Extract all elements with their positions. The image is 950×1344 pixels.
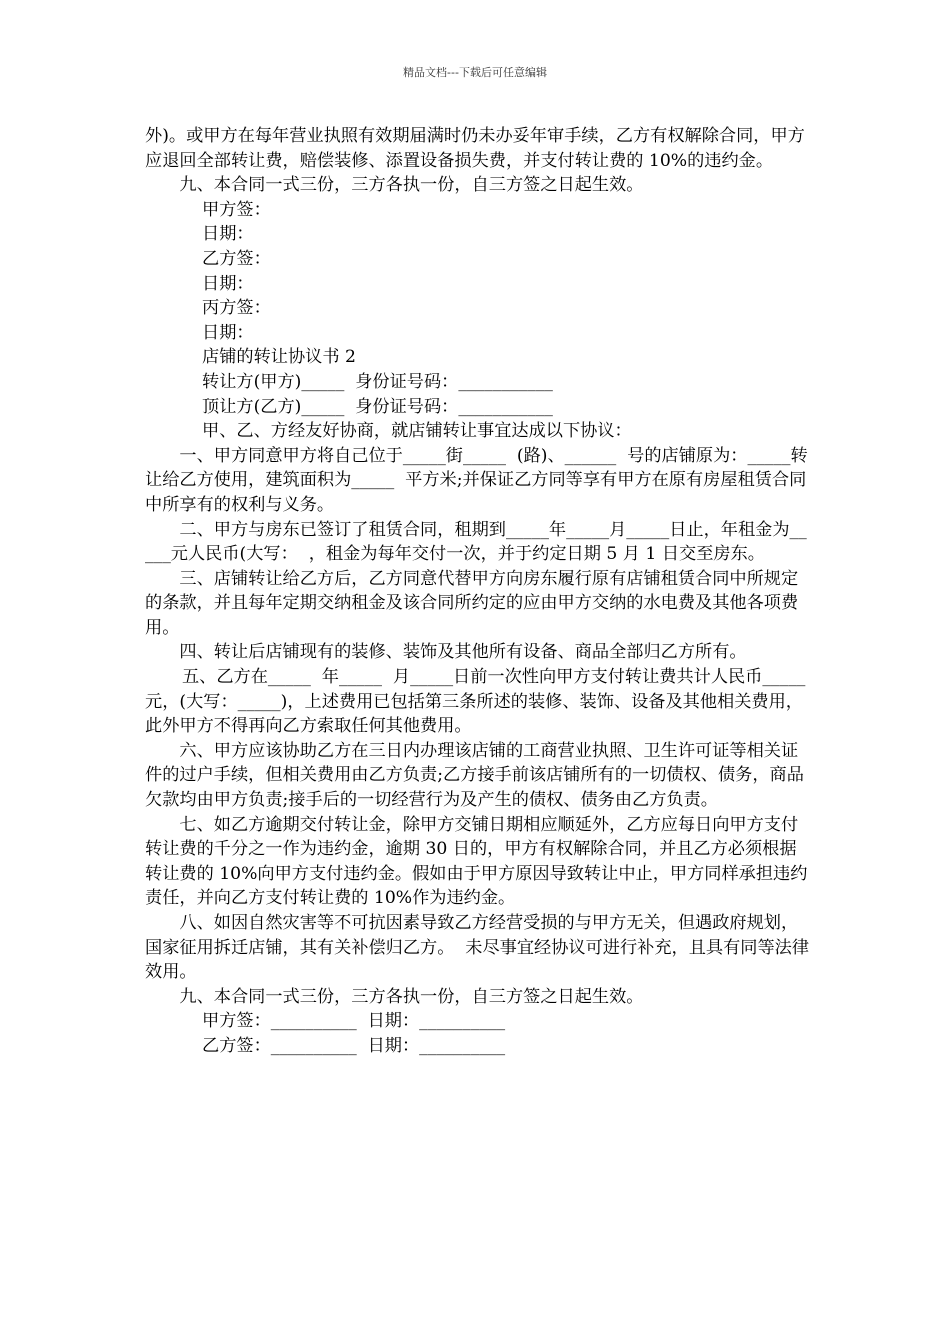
signature-party-b: 乙方签：	[202, 248, 271, 269]
document-title: 店铺的转让协议书 2	[202, 347, 356, 368]
clause-nine: 九、本合同一式三份，三方各执一份，自三方签之日起生效。	[179, 175, 644, 196]
clause-four: 四、转让后店铺现有的装修、装饰及其他所有设备、商品全部归乙方所有。	[179, 642, 747, 663]
transferor-line: 转让方(甲方)_____ 身份证号码：___________	[202, 371, 553, 392]
signature-date: 日期：	[202, 273, 254, 294]
clause-nine-final: 九、本合同一式三份，三方各执一份，自三方签之日起生效。	[179, 986, 644, 1007]
clause-one: 一、甲方同意甲方将自己位于_____街_____ (路)、______ 号的店铺原为：_____转让给乙方使用，建筑面积为_____ 平方米;并保证乙方同等享有甲方在原有房屋租赁合同中所享有的权利与义务。	[145, 445, 808, 515]
final-signature-party-a: 甲方签：__________ 日期：__________	[202, 1011, 506, 1032]
clause-seven: 七、如乙方逾期交付转让金，除甲方交铺日期相应顺延外，乙方应每日向甲方支付转让费的千分之一作为违约金，逾期 30 日的，甲方有权解除合同，并且乙方必须根据转让费的 10%向甲方支付违约金。假如由于甲方原因导致转让中止，甲方同样承担违约责任，并向乙方支付转让费的 10%作为违约金。	[145, 814, 808, 909]
transferee-line: 顶让方(乙方)_____ 身份证号码：___________	[202, 396, 553, 417]
clause-six: 六、甲方应该协助乙方在三日内办理该店铺的工商营业执照、卫生许可证等相关证件的过户手续，但相关费用由乙方负责;乙方接手前该店铺所有的一切债权、债务，商品欠款均由甲方负责;接手后的一切经营行为及产生的债权、债务由乙方负责。	[145, 740, 804, 811]
signature-party-a: 甲方签：	[202, 199, 271, 220]
clause-two: 二、甲方与房东已签订了租赁合同，租期到_____年_____月_____日止，年租金为_____元人民币(大写： ，租金为每年交付一次，并于约定日期 5 月 1 日交至房东。	[145, 519, 807, 565]
page-header: 精品文档---下载后可任意编辑	[403, 66, 547, 79]
clause-five: 五、乙方在_____ 年_____ 月_____日前一次性向甲方支付转让费共计人民币_____ 元，(大写：_____)，上述费用已包括第三条所述的装修、装饰、设备及其他相关费用，此外甲方不得再向乙方索取任何其他费用。	[145, 667, 817, 737]
signature-date: 日期：	[202, 224, 254, 245]
final-signature-party-b: 乙方签：__________ 日期：__________	[202, 1035, 506, 1056]
signature-party-c: 丙方签：	[202, 298, 271, 319]
agreement-intro: 甲、乙、方经友好协商，就店铺转让事宜达成以下协议：	[202, 421, 632, 442]
document-body	[145, 124, 817, 1059]
paragraph-continuation: 外)。或甲方在每年营业执照有效期届满时仍未办妥年审手续，乙方有权解除合同，甲方应退回全部转让费，赔偿装修、添置设备损失费，并支付转让费的 10%的违约金。	[145, 126, 805, 171]
clause-three: 三、店铺转让给乙方后，乙方同意代替甲方向房东履行原有店铺租赁合同中所规定的条款，并且每年定期交纳租金及该合同所约定的应由甲方交纳的水电费及其他各项费用。	[145, 568, 799, 638]
clause-eight: 八、如因自然灾害等不可抗因素导致乙方经营受损的与甲方无关，但遇政府规划，国家征用拆迁店铺，其有关补偿归乙方。 未尽事宜经协议可进行补充，且具有同等法律效用。	[145, 913, 810, 983]
signature-date: 日期：	[202, 322, 254, 343]
